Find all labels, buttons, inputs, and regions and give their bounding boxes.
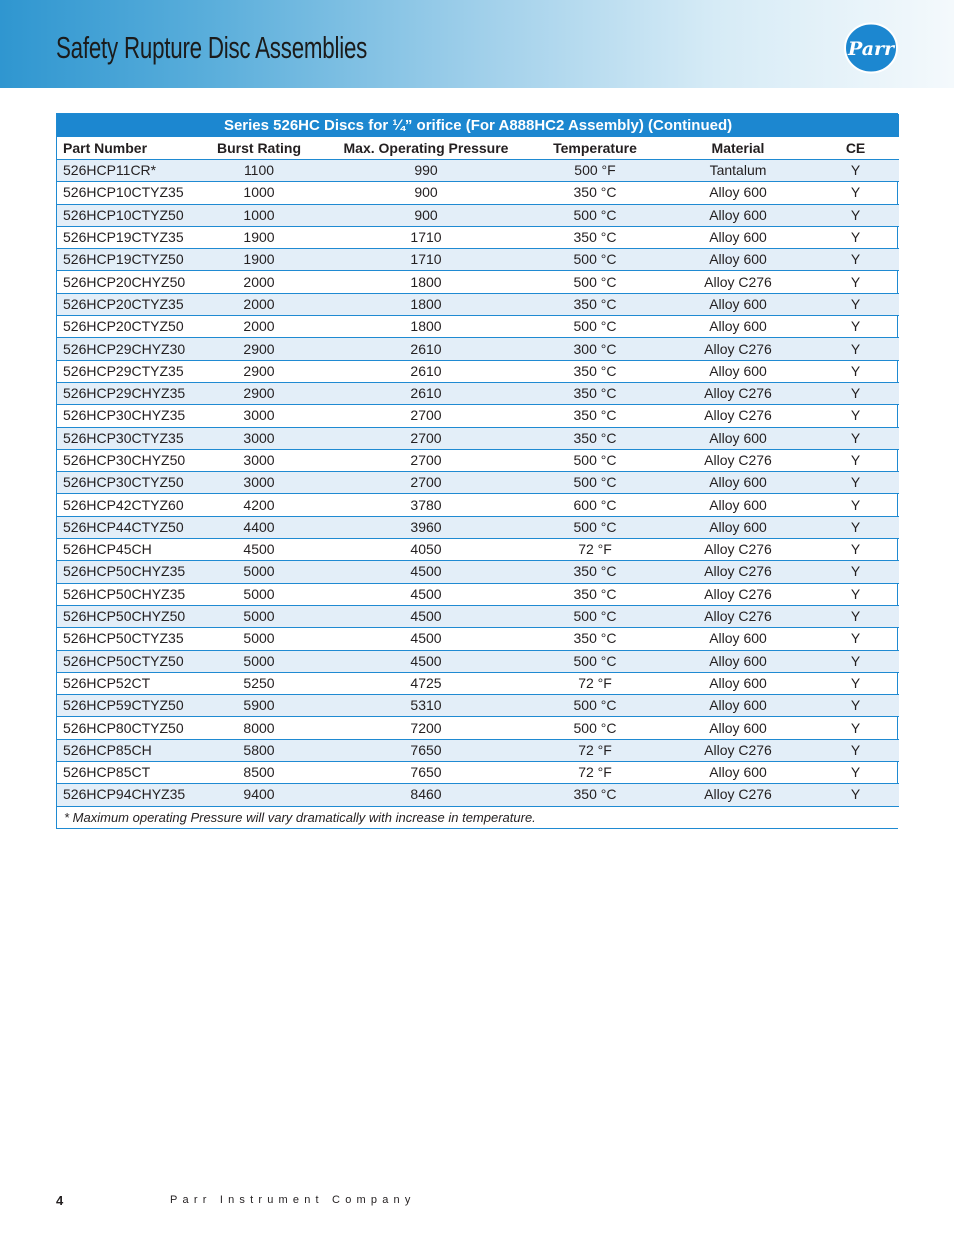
cell-max-pressure: 900 (326, 182, 526, 204)
cell-max-pressure: 2610 (326, 382, 526, 404)
table-header-row (57, 137, 899, 160)
table-row (57, 650, 899, 672)
cell-material: Alloy 600 (664, 672, 812, 694)
cell-max-pressure: 4500 (326, 583, 526, 605)
cell-ce: Y (812, 650, 899, 672)
cell-max-pressure: 2700 (326, 427, 526, 449)
cell-ce: Y (812, 762, 899, 784)
cell-max-pressure: 5310 (326, 695, 526, 717)
cell-max-pressure: 4050 (326, 539, 526, 561)
cell-max-pressure: 4500 (326, 605, 526, 627)
column-header-max-pressure: Max. Operating Pressure (326, 137, 526, 160)
cell-temperature: 350 °C (526, 293, 664, 315)
cell-ce: Y (812, 739, 899, 761)
cell-ce: Y (812, 427, 899, 449)
cell-temperature: 72 °F (526, 762, 664, 784)
cell-temperature: 500 °C (526, 204, 664, 226)
cell-material: Alloy 600 (664, 762, 812, 784)
logo-text: Parr (847, 38, 895, 60)
cell-part-number: 526HCP19CTYZ50 (57, 249, 192, 271)
cell-material: Alloy 600 (664, 427, 812, 449)
table-row (57, 226, 899, 248)
cell-temperature: 350 °C (526, 405, 664, 427)
cell-burst-rating: 5000 (192, 628, 326, 650)
table-row (57, 561, 899, 583)
table-row (57, 405, 899, 427)
cell-burst-rating: 1000 (192, 182, 326, 204)
cell-part-number: 526HCP19CTYZ35 (57, 226, 192, 248)
cell-part-number: 526HCP45CH (57, 539, 192, 561)
cell-temperature: 500 °F (526, 160, 664, 182)
cell-part-number: 526HCP29CHYZ30 (57, 338, 192, 360)
cell-material: Alloy 600 (664, 182, 812, 204)
table-row (57, 494, 899, 516)
cell-ce: Y (812, 360, 899, 382)
cell-max-pressure: 1710 (326, 249, 526, 271)
cell-part-number: 526HCP30CHYZ35 (57, 405, 192, 427)
cell-max-pressure: 7200 (326, 717, 526, 739)
cell-max-pressure: 2700 (326, 405, 526, 427)
cell-max-pressure: 3960 (326, 516, 526, 538)
cell-ce: Y (812, 271, 899, 293)
cell-burst-rating: 5250 (192, 672, 326, 694)
cell-material: Alloy 600 (664, 472, 812, 494)
cell-temperature: 350 °C (526, 427, 664, 449)
cell-material: Alloy C276 (664, 605, 812, 627)
cell-burst-rating: 4200 (192, 494, 326, 516)
cell-temperature: 72 °F (526, 672, 664, 694)
page-title: Safety Rupture Disc Assemblies (56, 30, 368, 65)
cell-material: Alloy 600 (664, 316, 812, 338)
cell-temperature: 500 °C (526, 249, 664, 271)
cell-material: Alloy C276 (664, 583, 812, 605)
cell-temperature: 500 °C (526, 717, 664, 739)
cell-burst-rating: 5900 (192, 695, 326, 717)
cell-burst-rating: 3000 (192, 449, 326, 471)
table-row (57, 516, 899, 538)
cell-burst-rating: 1000 (192, 204, 326, 226)
column-header-temperature: Temperature (526, 137, 664, 160)
cell-part-number: 526HCP50CHYZ50 (57, 605, 192, 627)
cell-material: Alloy 600 (664, 628, 812, 650)
table-row (57, 427, 899, 449)
cell-material: Alloy C276 (664, 561, 812, 583)
table-row (57, 762, 899, 784)
cell-material: Alloy 600 (664, 650, 812, 672)
table-row (57, 539, 899, 561)
table-row (57, 784, 899, 806)
cell-temperature: 500 °C (526, 650, 664, 672)
cell-burst-rating: 4500 (192, 539, 326, 561)
cell-material: Alloy C276 (664, 449, 812, 471)
cell-part-number: 526HCP20CTYZ35 (57, 293, 192, 315)
cell-ce: Y (812, 293, 899, 315)
cell-ce: Y (812, 516, 899, 538)
column-header-burst-rating: Burst Rating (192, 137, 326, 160)
cell-max-pressure: 8460 (326, 784, 526, 806)
cell-temperature: 72 °F (526, 739, 664, 761)
cell-temperature: 350 °C (526, 583, 664, 605)
cell-part-number: 526HCP85CT (57, 762, 192, 784)
cell-part-number: 526HCP11CR* (57, 160, 192, 182)
table-caption: Series 526HC Discs for ¼” orifice (For A888HC2 Assembly) (Continued) (57, 114, 899, 137)
cell-max-pressure: 2610 (326, 360, 526, 382)
cell-part-number: 526HCP30CTYZ50 (57, 472, 192, 494)
cell-part-number: 526HCP59CTYZ50 (57, 695, 192, 717)
cell-ce: Y (812, 695, 899, 717)
cell-material: Alloy 600 (664, 516, 812, 538)
cell-part-number: 526HCP29CTYZ35 (57, 360, 192, 382)
cell-burst-rating: 5800 (192, 739, 326, 761)
cell-material: Alloy 600 (664, 249, 812, 271)
table-row (57, 628, 899, 650)
cell-material: Alloy C276 (664, 539, 812, 561)
cell-burst-rating: 2000 (192, 293, 326, 315)
cell-burst-rating: 5000 (192, 605, 326, 627)
table-row (57, 316, 899, 338)
cell-burst-rating: 1900 (192, 249, 326, 271)
cell-max-pressure: 2700 (326, 449, 526, 471)
cell-max-pressure: 4725 (326, 672, 526, 694)
cell-temperature: 300 °C (526, 338, 664, 360)
cell-burst-rating: 1100 (192, 160, 326, 182)
cell-part-number: 526HCP10CTYZ50 (57, 204, 192, 226)
parr-logo (843, 22, 899, 74)
cell-burst-rating: 5000 (192, 561, 326, 583)
cell-ce: Y (812, 539, 899, 561)
cell-max-pressure: 1710 (326, 226, 526, 248)
cell-max-pressure: 3780 (326, 494, 526, 516)
cell-max-pressure: 4500 (326, 650, 526, 672)
cell-max-pressure: 1800 (326, 316, 526, 338)
cell-max-pressure: 7650 (326, 739, 526, 761)
cell-max-pressure: 2700 (326, 472, 526, 494)
cell-temperature: 350 °C (526, 628, 664, 650)
table-row (57, 360, 899, 382)
column-header-part-number: Part Number (57, 137, 192, 160)
cell-burst-rating: 3000 (192, 472, 326, 494)
cell-burst-rating: 5000 (192, 583, 326, 605)
cell-ce: Y (812, 605, 899, 627)
table-row (57, 271, 899, 293)
table-row (57, 182, 899, 204)
cell-ce: Y (812, 672, 899, 694)
table-row (57, 583, 899, 605)
cell-part-number: 526HCP10CTYZ35 (57, 182, 192, 204)
cell-material: Tantalum (664, 160, 812, 182)
cell-burst-rating: 3000 (192, 405, 326, 427)
cell-material: Alloy C276 (664, 739, 812, 761)
table-row (57, 382, 899, 404)
cell-part-number: 526HCP52CT (57, 672, 192, 694)
cell-burst-rating: 9400 (192, 784, 326, 806)
cell-material: Alloy 600 (664, 204, 812, 226)
cell-part-number: 526HCP44CTYZ50 (57, 516, 192, 538)
cell-temperature: 500 °C (526, 516, 664, 538)
cell-ce: Y (812, 226, 899, 248)
cell-part-number: 526HCP29CHYZ35 (57, 382, 192, 404)
cell-part-number: 526HCP20CTYZ50 (57, 316, 192, 338)
column-header-ce: CE (812, 137, 899, 160)
table-caption-row (57, 114, 899, 137)
cell-burst-rating: 3000 (192, 427, 326, 449)
cell-temperature: 500 °C (526, 449, 664, 471)
cell-max-pressure: 7650 (326, 762, 526, 784)
table-row (57, 695, 899, 717)
table-footnote: * Maximum operating Pressure will vary dramatically with increase in temperature. (57, 806, 899, 828)
cell-burst-rating: 2900 (192, 338, 326, 360)
cell-temperature: 350 °C (526, 226, 664, 248)
cell-part-number: 526HCP80CTYZ50 (57, 717, 192, 739)
cell-material: Alloy C276 (664, 338, 812, 360)
cell-ce: Y (812, 717, 899, 739)
cell-temperature: 500 °C (526, 472, 664, 494)
cell-temperature: 350 °C (526, 561, 664, 583)
cell-part-number: 526HCP50CTYZ50 (57, 650, 192, 672)
cell-max-pressure: 990 (326, 160, 526, 182)
cell-temperature: 500 °C (526, 271, 664, 293)
disc-table-container (56, 113, 898, 829)
cell-burst-rating: 8500 (192, 762, 326, 784)
cell-temperature: 350 °C (526, 382, 664, 404)
cell-burst-rating: 2900 (192, 360, 326, 382)
table-row (57, 449, 899, 471)
cell-burst-rating: 8000 (192, 717, 326, 739)
cell-material: Alloy 600 (664, 360, 812, 382)
cell-max-pressure: 1800 (326, 271, 526, 293)
cell-ce: Y (812, 583, 899, 605)
cell-part-number: 526HCP85CH (57, 739, 192, 761)
cell-burst-rating: 4400 (192, 516, 326, 538)
cell-max-pressure: 1800 (326, 293, 526, 315)
cell-part-number: 526HCP20CHYZ50 (57, 271, 192, 293)
cell-material: Alloy 600 (664, 293, 812, 315)
company-name: Parr Instrument Company (170, 1194, 416, 1206)
cell-ce: Y (812, 628, 899, 650)
cell-material: Alloy C276 (664, 405, 812, 427)
cell-part-number: 526HCP50CHYZ35 (57, 583, 192, 605)
cell-burst-rating: 2000 (192, 316, 326, 338)
cell-max-pressure: 2610 (326, 338, 526, 360)
table-row (57, 605, 899, 627)
cell-max-pressure: 4500 (326, 628, 526, 650)
cell-ce: Y (812, 405, 899, 427)
table-row (57, 160, 899, 182)
cell-ce: Y (812, 182, 899, 204)
cell-ce: Y (812, 494, 899, 516)
cell-material: Alloy C276 (664, 784, 812, 806)
cell-temperature: 600 °C (526, 494, 664, 516)
cell-material: Alloy 600 (664, 695, 812, 717)
table-row (57, 739, 899, 761)
cell-ce: Y (812, 249, 899, 271)
table-row (57, 338, 899, 360)
table-row (57, 293, 899, 315)
cell-temperature: 350 °C (526, 182, 664, 204)
cell-ce: Y (812, 160, 899, 182)
cell-temperature: 500 °C (526, 316, 664, 338)
cell-ce: Y (812, 338, 899, 360)
cell-ce: Y (812, 472, 899, 494)
cell-part-number: 526HCP50CHYZ35 (57, 561, 192, 583)
cell-material: Alloy 600 (664, 226, 812, 248)
cell-temperature: 350 °C (526, 360, 664, 382)
table-row (57, 472, 899, 494)
cell-burst-rating: 1900 (192, 226, 326, 248)
cell-part-number: 526HCP94CHYZ35 (57, 784, 192, 806)
cell-ce: Y (812, 204, 899, 226)
cell-ce: Y (812, 316, 899, 338)
cell-ce: Y (812, 561, 899, 583)
column-header-material: Material (664, 137, 812, 160)
cell-part-number: 526HCP30CTYZ35 (57, 427, 192, 449)
table-row (57, 249, 899, 271)
cell-burst-rating: 2000 (192, 271, 326, 293)
table-footnote-row (57, 806, 899, 828)
cell-temperature: 500 °C (526, 605, 664, 627)
cell-max-pressure: 900 (326, 204, 526, 226)
table-row (57, 717, 899, 739)
cell-max-pressure: 4500 (326, 561, 526, 583)
disc-table (57, 114, 899, 828)
cell-burst-rating: 2900 (192, 382, 326, 404)
cell-part-number: 526HCP42CTYZ60 (57, 494, 192, 516)
cell-part-number: 526HCP50CTYZ35 (57, 628, 192, 650)
cell-material: Alloy 600 (664, 494, 812, 516)
page-number: 4 (56, 1193, 64, 1208)
cell-temperature: 72 °F (526, 539, 664, 561)
cell-material: Alloy C276 (664, 271, 812, 293)
cell-part-number: 526HCP30CHYZ50 (57, 449, 192, 471)
table-row (57, 672, 899, 694)
table-row (57, 204, 899, 226)
cell-temperature: 500 °C (526, 695, 664, 717)
cell-ce: Y (812, 382, 899, 404)
cell-material: Alloy 600 (664, 717, 812, 739)
cell-burst-rating: 5000 (192, 650, 326, 672)
cell-material: Alloy C276 (664, 382, 812, 404)
cell-temperature: 350 °C (526, 784, 664, 806)
cell-ce: Y (812, 784, 899, 806)
cell-ce: Y (812, 449, 899, 471)
